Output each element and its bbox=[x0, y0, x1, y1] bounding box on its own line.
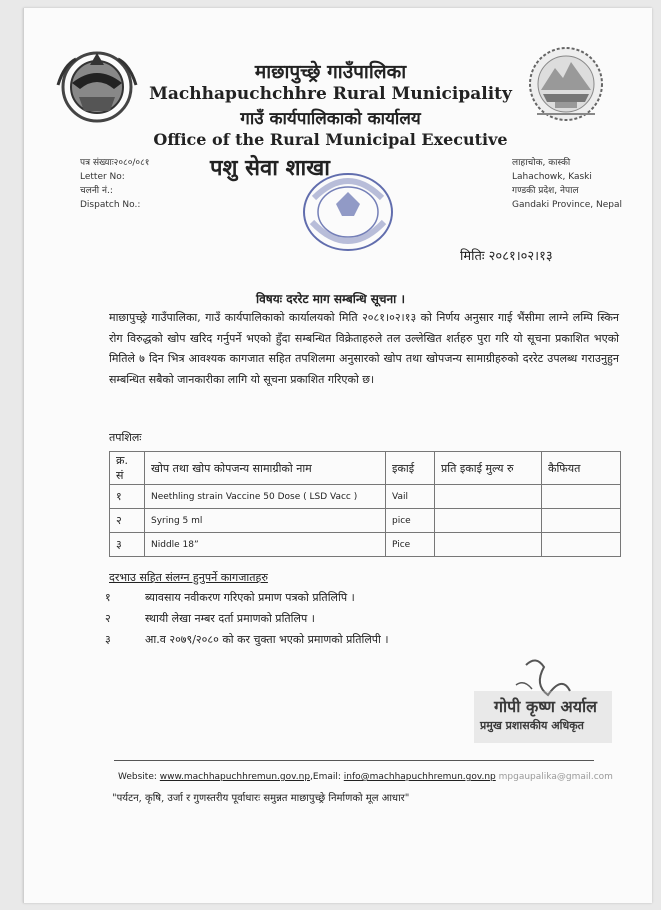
requirements-title: दरभाउ सहित संलग्न हुनुपर्ने कागजातहरु bbox=[109, 571, 268, 584]
reference-block bbox=[80, 156, 149, 212]
cell-unit: pice bbox=[386, 509, 435, 533]
list-item-number: ३ bbox=[105, 633, 111, 646]
cell-price bbox=[435, 509, 542, 533]
address-line: Lahachowk, Kaski bbox=[512, 172, 592, 182]
letter-no-en: Letter No: bbox=[80, 172, 125, 182]
items-table bbox=[109, 451, 621, 557]
table-row bbox=[110, 509, 621, 533]
email-link[interactable]: info@machhapuchhremun.gov.np bbox=[343, 772, 496, 782]
cell-remarks bbox=[542, 509, 621, 533]
email-link-secondary[interactable]: mpgaupalika@gmail.com bbox=[495, 772, 613, 782]
letter-no-np: पत्र संख्याः२०८०/०८१ bbox=[80, 158, 150, 168]
notice-body: माछापुच्छ्रे गाउँपालिका, गाउँ कार्यपालिकाको कार्यालयको मिति २०८१।०२।१३ को निर्णय अनुसार गाई भैंसीमा लाग्ने लम्पि स्किन रोग विरुद्धको खोप खरिद गर्नुपर्ने भएको हुँदा सम्बन्धित विक्रेताहरुले तल उल्लेखित शर्तहरु पुरा गरि यो सूचना प्रकाशित भएको मितिले ७ दिन भित्र आवश्यक कागजात सहित तपशिलमा अनुसारको खोप तथा खोपजन्य सामाग्रीहरुको दररेट उपलब्ध गराउनुहुन सम्बन्धित सबैको जानकारीका लागि यो सूचना प्रकाशित गरिएको छ। bbox=[109, 311, 619, 386]
cell-remarks bbox=[542, 533, 621, 557]
cell-unit: Vail bbox=[386, 485, 435, 509]
address-block bbox=[512, 156, 622, 212]
signatory-designation: प्रमुख प्रशासकीय अधिकृत bbox=[480, 719, 584, 732]
cell-sn: ३ bbox=[110, 533, 145, 557]
list-item-number: १ bbox=[105, 591, 111, 604]
col-header-remarks: कैफियत bbox=[542, 452, 621, 485]
website-label: Website: bbox=[118, 772, 160, 782]
list-item-text: आ.व २०७९/२०८० को कर चुक्ता भएको प्रमाणको प्रतिलिपी । bbox=[145, 633, 389, 646]
municipality-name-english: Machhapuchchhre Rural Municipality bbox=[149, 84, 512, 104]
table-header-row bbox=[110, 452, 621, 485]
cell-sn: २ bbox=[110, 509, 145, 533]
list-item-number: २ bbox=[105, 612, 111, 625]
table-row bbox=[110, 533, 621, 557]
dispatch-no-np: चलनी नं.: bbox=[80, 186, 113, 196]
notice-subject: विषयः दररेट माग सम्बन्धि सूचना । bbox=[256, 292, 405, 306]
col-header-unit: इकाई bbox=[386, 452, 435, 485]
list-item bbox=[105, 632, 389, 653]
address-line: Gandaki Province, Nepal bbox=[512, 200, 623, 210]
list-item-text: स्थायी लेखा नम्बर दर्ता प्रमाणको प्रतिलिप । bbox=[145, 612, 315, 625]
cell-unit: Pice bbox=[386, 533, 435, 557]
municipality-name-nepali: माछापुच्छ्रे गाउँपालिका bbox=[254, 61, 407, 83]
cell-name: Syring 5 ml bbox=[145, 509, 386, 533]
table-row bbox=[110, 485, 621, 509]
cell-price bbox=[435, 533, 542, 557]
email-label: ,Email: bbox=[310, 772, 344, 782]
office-name-english: Office of the Rural Municipal Executive bbox=[153, 130, 508, 149]
address-line: गण्डकी प्रदेश, नेपाल bbox=[512, 186, 579, 196]
cell-remarks bbox=[542, 485, 621, 509]
cell-name: Niddle 18” bbox=[145, 533, 386, 557]
col-header-name: खोप तथा खोप कोपजन्य सामाग्रीको नाम bbox=[145, 452, 386, 485]
col-header-sn: क्र. सं bbox=[110, 452, 145, 485]
footer-divider bbox=[114, 760, 594, 761]
cell-sn: १ bbox=[110, 485, 145, 509]
details-label: तपशिलः bbox=[109, 431, 142, 444]
list-item bbox=[105, 611, 389, 632]
signatory-name: गोपी कृष्ण अर्याल bbox=[494, 697, 598, 716]
cell-name: Neethling strain Vaccine 50 Dose ( LSD Vacc ) bbox=[145, 485, 386, 509]
footer-tagline: "पर्यटन, कृषि, उर्जा र गुणस्तरीय पूर्वाधारः समुन्नत माछापुच्छ्रे निर्माणको मूल आधार" bbox=[112, 793, 410, 804]
col-header-price: प्रति इकाई मुल्य रु bbox=[435, 452, 542, 485]
cell-price bbox=[435, 485, 542, 509]
list-item-text: ब्यावसाय नवीकरण गरिएको प्रमाण पत्रको प्रतिलिपि । bbox=[145, 591, 355, 604]
letter-date: मितिः २०८१।०२।१३ bbox=[460, 249, 553, 264]
website-link[interactable]: www.machhapuchhremun.gov.np bbox=[159, 772, 311, 782]
address-line: लाहाचोक, कास्की bbox=[512, 158, 571, 168]
section-name: पशु सेवा शाखा bbox=[210, 155, 330, 181]
requirements-list bbox=[105, 590, 389, 653]
list-item bbox=[105, 590, 389, 611]
dispatch-no-en: Dispatch No.: bbox=[80, 200, 141, 210]
office-name-nepali: गाउँ कार्यपालिकाको कार्यालय bbox=[240, 109, 421, 129]
footer-contact bbox=[118, 772, 613, 782]
office-round-stamp bbox=[298, 170, 398, 255]
